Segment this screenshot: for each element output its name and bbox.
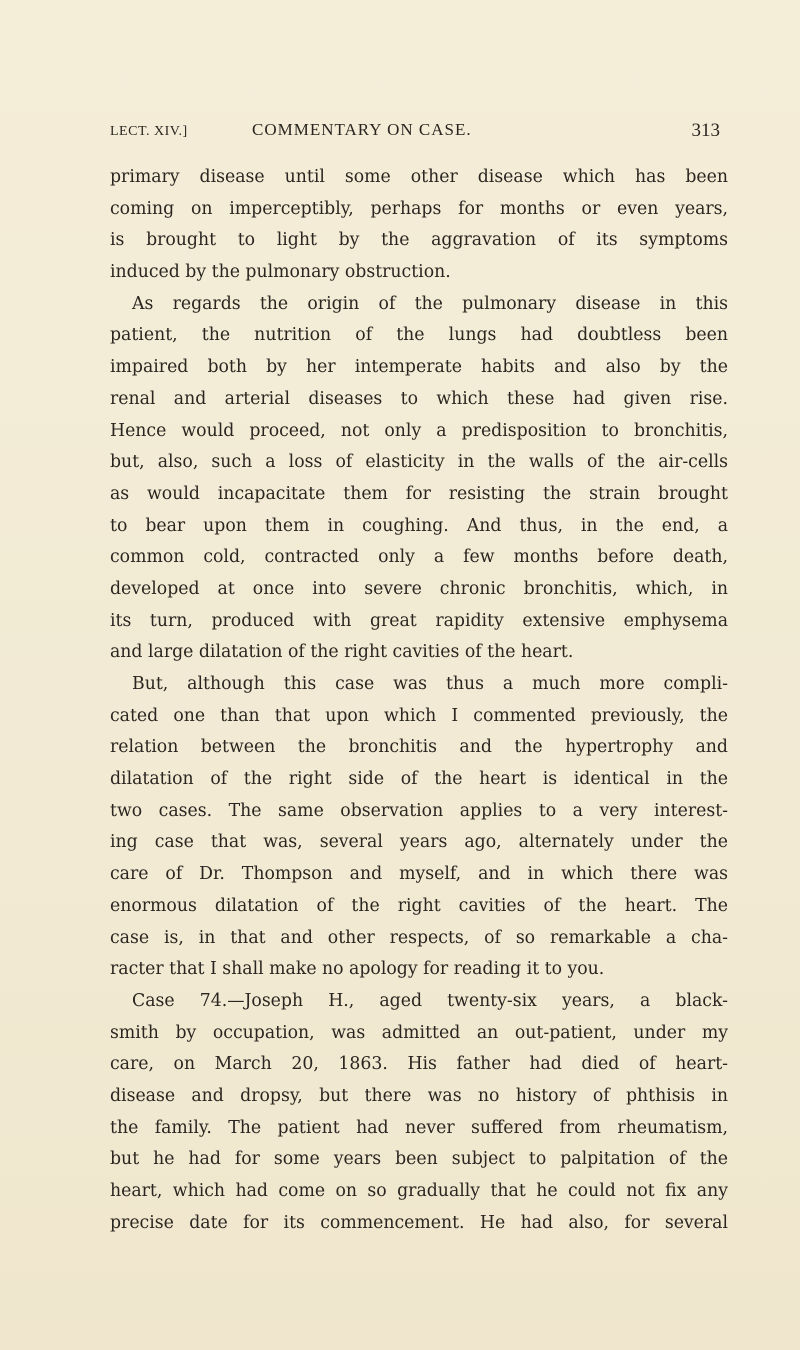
- text-line: as would incapacitate them for resisting the strain brought: [110, 483, 728, 504]
- running-head: [110, 120, 720, 150]
- text-line: renal and arterial diseases to which these had given rise.: [110, 388, 728, 409]
- text-line: impaired both by her intemperate habits and also by the: [110, 357, 728, 378]
- text-line: induced by the pulmonary obstruction.: [110, 262, 451, 283]
- text-line: racter that I shall make no apology for reading it to you.: [110, 959, 605, 980]
- text-line: dilatation of the right side of the heart is identical in the: [110, 769, 728, 790]
- text-line: heart, which had come on so gradually that he could not fix any: [110, 1181, 728, 1201]
- text-line: coming on imperceptibly, perhaps for months or even years,: [110, 198, 728, 219]
- text-line: and large dilatation of the right cavities of the heart.: [110, 642, 574, 663]
- page-number: 313: [691, 120, 720, 141]
- text-line: common cold, contracted only a few months before death,: [110, 547, 728, 568]
- text-line: but he had for some years been subject to palpitation of the: [110, 1149, 728, 1170]
- text-line: care, on March 20, 1863. His father had died of heart-: [110, 1054, 728, 1075]
- text-line: but, also, such a loss of elasticity in the walls of the air-cells: [110, 452, 728, 473]
- text-line: smith by occupation, was admitted an out-patient, under my: [110, 1022, 728, 1043]
- text-line: precise date for its commencement. He had also, for several: [110, 1212, 728, 1233]
- body-text: [110, 162, 728, 1239]
- text-line: Case 74.—Joseph H., aged twenty-six years, a black-: [132, 990, 728, 1011]
- text-line: Hence would proceed, not only a predisposition to bronchitis,: [110, 420, 728, 441]
- text-line: two cases. The same observation applies to a very interest-: [110, 800, 728, 821]
- text-line: As regards the origin of the pulmonary disease in this: [132, 293, 728, 314]
- text-line: cated one than that upon which I commented previously, the: [110, 705, 728, 726]
- text-line: care of Dr. Thompson and myself, and in which there was: [110, 864, 728, 885]
- text-line: ing case that was, several years ago, alternately under the: [110, 832, 728, 853]
- text-line: primary disease until some other disease which has been: [110, 167, 728, 187]
- text-line: is brought to light by the aggravation of its symptoms: [110, 230, 728, 251]
- lecture-label: LECT. XIV.]: [110, 124, 188, 139]
- text-line: its turn, produced with great rapidity extensive emphysema: [110, 610, 728, 631]
- text-line: case is, in that and other respects, of so remarkable a cha-: [110, 927, 728, 948]
- text-line: developed at once into severe chronic bronchitis, which, in: [110, 578, 728, 599]
- page-header-title: COMMENTARY ON CASE.: [252, 120, 472, 139]
- text-line: But, although this case was thus a much more compli-: [132, 674, 728, 694]
- text-line: patient, the nutrition of the lungs had doubtless been: [110, 325, 728, 346]
- text-line: relation between the bronchitis and the hypertrophy and: [110, 737, 728, 758]
- text-line: enormous dilatation of the right cavities of the heart. The: [110, 895, 728, 916]
- text-line: disease and dropsy, but there was no history of phthisis in: [110, 1085, 728, 1106]
- text-line: the family. The patient had never suffered from rheumatism,: [110, 1117, 728, 1138]
- text-line: to bear upon them in coughing. And thus, in the end, a: [110, 515, 728, 536]
